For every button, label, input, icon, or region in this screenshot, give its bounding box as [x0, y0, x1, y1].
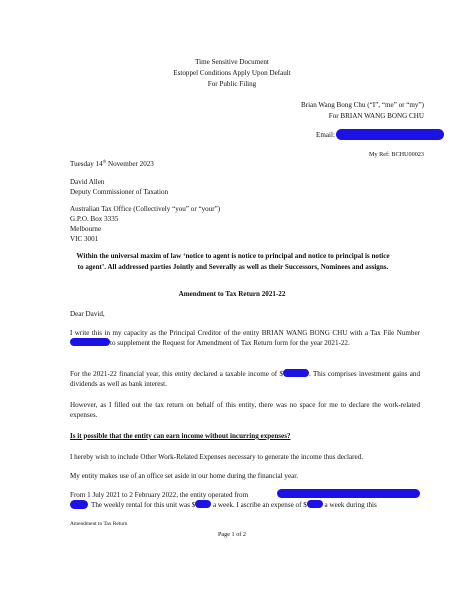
- redaction-rent: [195, 500, 211, 508]
- page-number: Page 1 of 2: [217, 531, 246, 538]
- letter-date: Tuesday 14th November 2023: [70, 158, 154, 168]
- doc-header-line3: For Public Filing: [207, 80, 257, 88]
- address-line4: VIC 3001: [70, 235, 99, 243]
- recipient-name: David Allen: [70, 178, 105, 186]
- redaction-tfn: [70, 338, 110, 346]
- sender-ref: My Ref: BCHU00023: [368, 151, 424, 158]
- greeting: Dear David,: [70, 310, 105, 318]
- paragraph-expenses: However, as I filled out the tax return on behalf of this entity, there was no space for me to declare the work-related expenses.: [70, 401, 420, 420]
- doc-header-line1: Time Sensitive Document: [195, 58, 269, 66]
- question-heading: Is it possible that the entity can earn income without incurring expenses?: [70, 432, 291, 440]
- paragraph-office: My entity makes use of an office set aside in our home during the financial year.: [70, 472, 298, 480]
- address-line3: Melbourne: [70, 225, 102, 233]
- email-label: Email:: [316, 131, 335, 139]
- redaction-address-cont: [70, 500, 88, 509]
- redaction-address: [277, 489, 420, 498]
- subject-line: Amendment to Tax Return 2021-22: [178, 290, 286, 298]
- sender-name: Brian Wang Bong Chu (“I”, “me” or “my”): [300, 101, 424, 109]
- paragraph-rental-line1: From 1 July 2021 to 2 February 2022, the entity operated from: [70, 491, 249, 499]
- redaction-income: [283, 369, 309, 377]
- redaction-email: [336, 129, 444, 140]
- recipient-title: Deputy Commissioner of Taxation: [70, 188, 169, 196]
- paragraph-tfn: I write this in my capacity as the Principal Creditor of the entity BRIAN WANG BONG CHU with a Tax File Number to supplement the Request for Amendment of Tax Return form for the year 2021-22.: [70, 329, 420, 348]
- paragraph-income: For the 2021-22 financial year, this entity declared a taxable income of $ . This comprises investment gains and dividends as well as bank interest.: [70, 370, 420, 389]
- sender-for: For BRIAN WANG BONG CHU: [328, 112, 424, 120]
- footer-left: Amendment to Tax Return: [70, 521, 128, 527]
- address-line2: G.P.O. Box 3335: [70, 215, 119, 223]
- doc-header-line2: Estoppel Conditions Apply Upon Default: [173, 69, 291, 77]
- paragraph-include: I hereby wish to include Other Work-Related Expenses necessary to generate the income thus declared.: [70, 453, 363, 461]
- legal-maxim: Within the universal maxim of law ‘notice to agent is notice to principal and notice to principal is notice to agent’. All addressed parties Jointly and Severally as well as their Successors, Nominees and assigns.: [76, 252, 390, 271]
- paragraph-rental-line2: The weekly rental for this unit was $ a week. I ascribe an expense of $ a week during this: [91, 501, 377, 509]
- address-line1: Australian Tax Office (Collectively “you” or “your”): [70, 205, 221, 213]
- redaction-expense: [307, 500, 323, 508]
